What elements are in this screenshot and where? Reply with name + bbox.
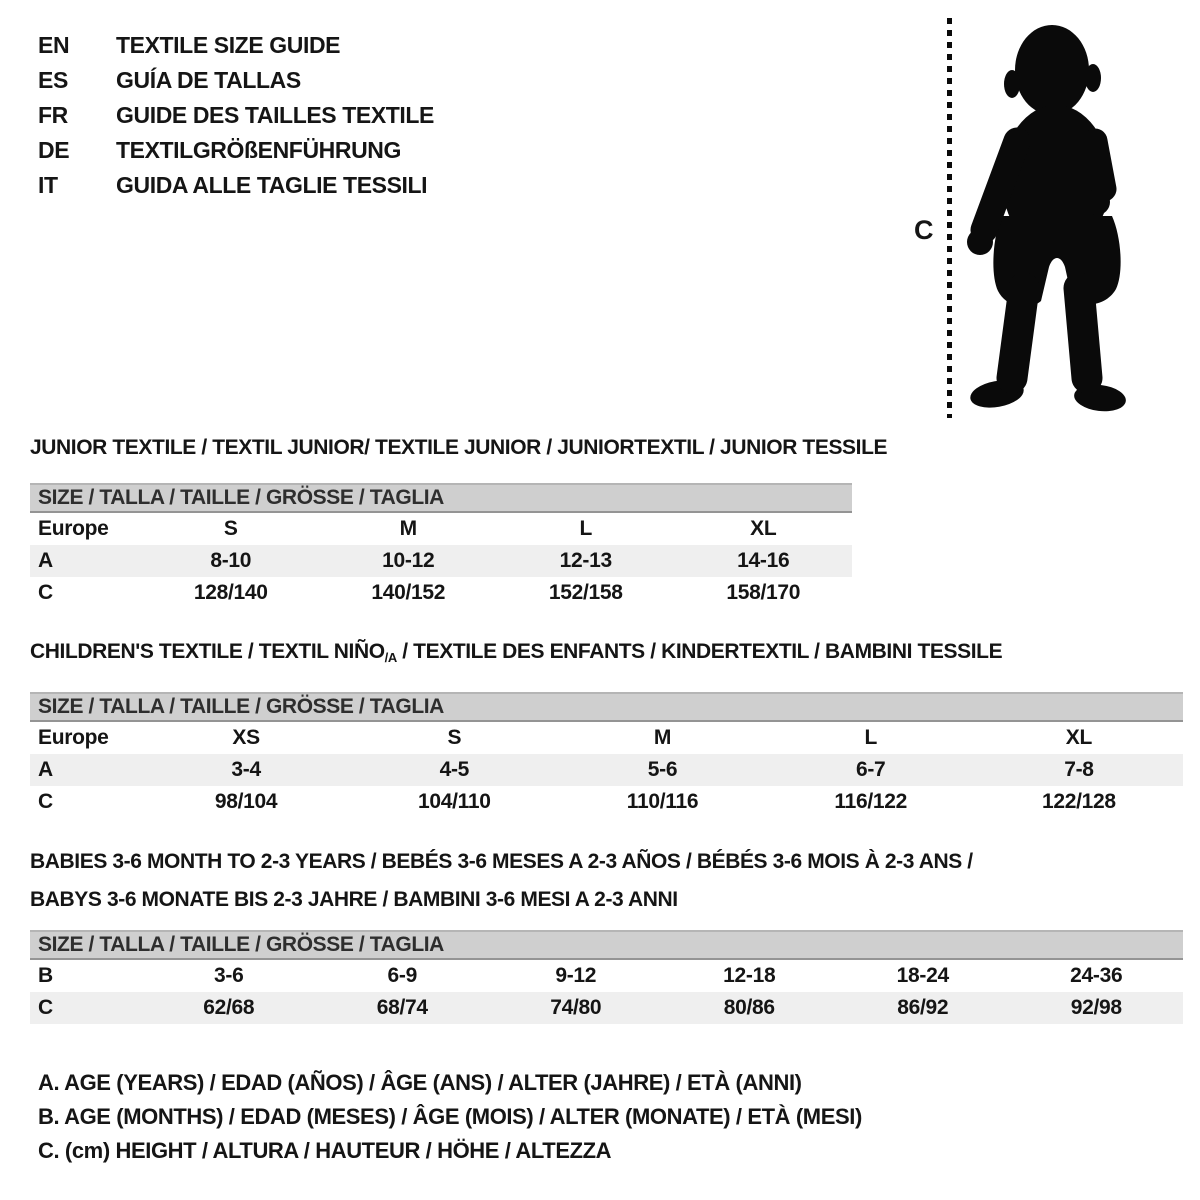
guide-title-fr: GUIDE DES TAILLES TEXTILE [116, 102, 434, 128]
height-value: 92/98 [1070, 996, 1122, 1019]
height-value: 104/110 [417, 790, 491, 813]
size-column-header: M [399, 517, 417, 540]
height-value: 86/92 [897, 996, 949, 1019]
legend-age-years: A. AGE (YEARS) / EDAD (AÑOS) / ÂGE (ANS) / ALTER (JAHRE) / ETÀ (ANNI) [38, 1070, 802, 1095]
months-value: 24-36 [1070, 964, 1123, 987]
children-height-row [30, 786, 1183, 818]
height-value: 158/170 [726, 581, 801, 604]
language-code: ES [38, 67, 68, 93]
size-column-header: S [447, 726, 462, 749]
height-value: 98/104 [214, 790, 278, 813]
months-value: 12-18 [723, 964, 776, 987]
months-value: 18-24 [896, 964, 949, 987]
language-code: DE [38, 137, 70, 163]
height-value: 110/116 [626, 790, 699, 813]
size-column-header: S [223, 517, 238, 540]
children-size-header-bar: SIZE / TALLA / TAILLE / GRÖSSE / TAGLIA [30, 692, 1183, 722]
height-value: 128/140 [193, 581, 268, 604]
language-row-fr [38, 98, 434, 133]
measure-legend [38, 1066, 862, 1168]
babies-textile-table [30, 850, 1183, 1024]
language-row-it [38, 168, 434, 203]
guide-title-it: GUIDA ALLE TAGLIE TESSILI [116, 172, 428, 198]
row-label: A [38, 758, 53, 781]
babies-table-title-line1: BABIES 3-6 MONTH TO 2-3 YEARS / BEBÉS 3-6 MESES A 2-3 AÑOS / BÉBÉS 3-6 MOIS À 2-3 ANS / [30, 850, 973, 873]
language-code: IT [38, 172, 58, 198]
junior-textile-table [30, 436, 888, 609]
language-row-es [38, 63, 434, 98]
region-label: Europe [38, 726, 109, 749]
row-label: C [38, 996, 53, 1019]
babies-height-row [30, 992, 1183, 1024]
junior-size-header-bar: SIZE / TALLA / TAILLE / GRÖSSE / TAGLIA [30, 483, 852, 513]
babies-months-row [30, 960, 1183, 992]
children-europe-row [30, 722, 1183, 754]
age-value: 4-5 [439, 758, 470, 781]
height-measure-label: C [914, 215, 934, 245]
height-value: 122/128 [1042, 790, 1116, 813]
language-title-list [38, 28, 434, 203]
row-label: C [38, 581, 53, 604]
babies-table-title-line2: BABYS 3-6 MONATE BIS 2-3 JAHRE / BAMBINI 3-6 MESI A 2-3 ANNI [30, 888, 678, 911]
row-label: C [38, 790, 53, 813]
junior-europe-row [30, 513, 852, 545]
guide-title-de: TEXTILGRÖßENFÜHRUNG [116, 137, 401, 163]
months-value: 9-12 [555, 964, 597, 987]
toddler-silhouette-icon [966, 16, 1138, 418]
age-value: 14-16 [737, 549, 790, 572]
junior-table-title: JUNIOR TEXTILE / TEXTIL JUNIOR/ TEXTILE JUNIOR / JUNIORTEXTIL / JUNIOR TESSILE [30, 436, 888, 459]
age-value: 10-12 [382, 549, 435, 572]
age-value: 5-6 [647, 758, 678, 781]
language-row-en [38, 28, 434, 63]
height-measure-dashed-line [947, 18, 952, 418]
height-value: 80/86 [723, 996, 775, 1019]
babies-size-header-bar: SIZE / TALLA / TAILLE / GRÖSSE / TAGLIA [30, 930, 1183, 960]
legend-height-cm: C. (cm) HEIGHT / ALTURA / HAUTEUR / HÖHE / ALTEZZA [38, 1138, 612, 1163]
size-column-header: M [653, 726, 672, 749]
age-value: 8-10 [210, 549, 252, 572]
region-label: Europe [38, 517, 109, 540]
children-textile-table [30, 640, 1183, 818]
guide-title-es: GUÍA DE TALLAS [116, 67, 301, 93]
children-age-row [30, 754, 1183, 786]
size-column-header: L [864, 726, 877, 749]
junior-age-row [30, 545, 852, 577]
junior-height-row [30, 577, 852, 609]
children-table-title [30, 640, 1183, 664]
children-title-pre: CHILDREN'S TEXTILE / TEXTIL NIÑO [30, 640, 385, 663]
age-value: 12-13 [559, 549, 612, 572]
age-value: 6-7 [855, 758, 886, 781]
months-value: 3-6 [214, 964, 244, 987]
language-code: EN [38, 32, 70, 58]
height-value: 152/158 [548, 581, 623, 604]
size-column-header: XS [232, 726, 260, 749]
height-value: 116/122 [834, 790, 908, 813]
language-row-de [38, 133, 434, 168]
height-value: 74/80 [550, 996, 602, 1019]
legend-age-months: B. AGE (MONTHS) / EDAD (MESES) / ÂGE (MOIS) / ALTER (MONATE) / ETÀ (MESI) [38, 1104, 862, 1129]
language-code: FR [38, 102, 68, 128]
guide-title-en: TEXTILE SIZE GUIDE [116, 32, 341, 58]
size-column-header: XL [750, 517, 777, 540]
row-label: A [38, 549, 53, 572]
row-label: B [38, 964, 53, 987]
children-title-subscript: /A [384, 650, 397, 665]
age-value: 7-8 [1064, 758, 1094, 781]
age-value: 3-4 [231, 758, 261, 781]
size-column-header: L [579, 517, 593, 540]
height-value: 140/152 [371, 581, 446, 604]
months-value: 6-9 [387, 964, 417, 987]
size-column-header: XL [1065, 726, 1093, 749]
children-title-post: / TEXTILE DES ENFANTS / KINDERTEXTIL / BAMBINI TESSILE [396, 640, 1003, 663]
height-value: 68/74 [376, 996, 428, 1019]
height-value: 62/68 [203, 996, 255, 1019]
